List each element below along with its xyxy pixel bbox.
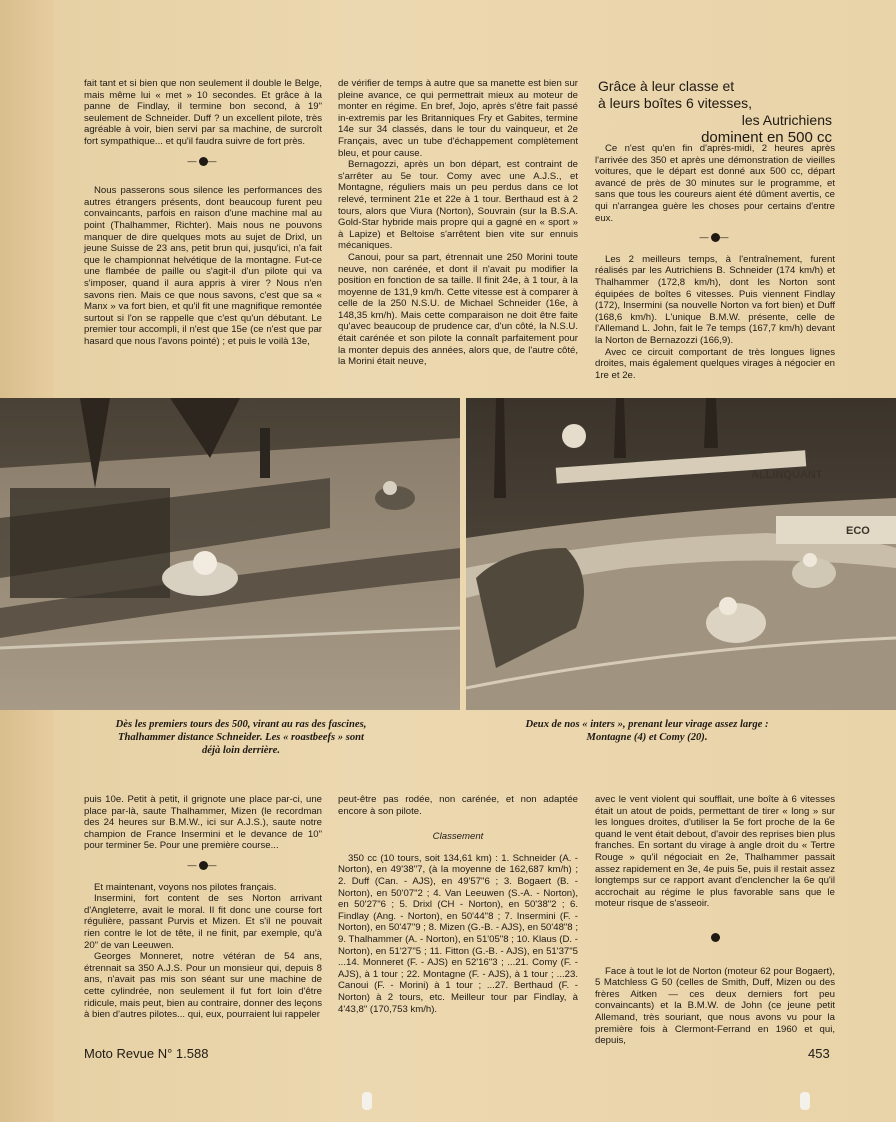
column-3-top <box>595 143 835 381</box>
paragraph: Bernagozzi, après un bon départ, est contraint de s'arrêter au 5e tour. Comy avec une A.J.S., et Montagne, réguliers mais un peu perdus dans ce lot relevé, terminent 21e et 22e à 1 tour. Berthaud est à 2 tours, alors que Viura (Norton), Souvrain (sur la B.S.A. Gold-Star hybride mais propre qui a gagné en « sport » à Lapize) et Beltoise s'arrêtent bien vite sur ennuis mécaniques. <box>338 159 578 252</box>
paragraph: Et maintenant, voyons nos pilotes français. <box>94 881 277 893</box>
heading-line: Grâce à leur classe et <box>598 78 735 94</box>
bullet-dot-icon <box>199 157 208 166</box>
column-3-bottom <box>595 794 835 1047</box>
paragraph: Les 2 meilleurs temps, à l'entraînement, furent réalisés par les Autrichiens B. Schneider (174 km/h) et Thalhammer (172,8 km/h), dont les Norton sont équipées de boîtes 6 vitesses. Puis viennent Findlay (172), Insermini (sa nouvelle Norton va fort bien) et Duff (168,6 km/h). L'unique B.M.W. présente, celle de l'Allemand L. John, fait le 7e temps (167,7 km/h) devant la Norton de Bernazozzi (166,9). <box>595 253 835 346</box>
section-separator: — — <box>187 155 219 166</box>
bullet-dot-icon <box>711 233 720 242</box>
tape-mark <box>362 1092 372 1110</box>
page-number: 453 <box>808 1046 830 1061</box>
paragraph: Canoui, pour sa part, étrennait une 250 Morini toute neuve, non carénée, et dont il n'avait pu modifier la position en fonction de sa taille. Il finit 24e, à 1 tour, à la moyenne de 131,9 km/h. Cette vitesse est à comparer à celle de la 250 N.S.U. de Michael Schneider (16e, à 148,35 km/h). Mais cette comparaison ne doit être faite qu'avec beaucoup de prudence car, d'un côté, la N.S.U. était carénée et son pilote la connaît parfaitement pour la monter depuis des années, alors que, de l'autre côté, la Morini était neuve, <box>338 251 578 368</box>
photo-right-image <box>466 398 896 710</box>
paragraph: Ce n'est qu'en fin d'après-midi, 2 heures après l'arrivée des 350 et après une démonstration de vieilles voitures, que le départ est donné aux 500 cc, départ avancé de près de 30 minutes sur le programme, et sans que tous les coureurs aient été dûment avertis, ce qui n'arrangea guère les choses pour certains d'entre eux. <box>595 143 835 224</box>
paragraph: Avec ce circuit comportant de très longues lignes droites, mais également quelques virages à négocier en 1re et 2e. <box>595 346 835 381</box>
bullet-dot-icon <box>199 861 208 870</box>
bullet-dot-icon <box>711 933 720 942</box>
heading-line: les Autrichiens <box>741 112 832 128</box>
paragraph: Face à tout le lot de Norton (moteur 62 pour Bogaert), 5 Matchless G 50 (celles de Smith, Duff, Mizen ou des frères Aitken — ces deux derniers fort peu convaincants) et la B.M.W. de John (ce jeune petit Allemand, très souriant, que nous avons vu pour la première fois à Clermont-Ferrand en 1960 et qui, depuis, <box>595 965 835 1047</box>
photo-caption-right: Deux de nos « inters », prenant leur virage assez large : Montagne (4) et Comy (20). <box>525 719 769 743</box>
photo-left-thalhammer <box>0 398 460 710</box>
paragraph: Insermini, fort content de ses Norton arrivant d'Angleterre, avait le moral. Il fit donc une course fort régulière, passant Purvis et Mizen. Et s'il ne pouvait rien contre le lot de tête, il ne finit, par exemple, qu'à 20" de van Leeuwen. <box>84 893 322 951</box>
section-separator <box>595 932 835 944</box>
photo-left-image <box>0 398 460 710</box>
photo-caption-left: Dès les premiers tours des 500, virant au ras des fascines, Thalhammer distance Schneider. Les « roastbeefs » sont déjà loin derrière. <box>115 719 367 756</box>
column-2-top <box>338 78 578 368</box>
column-1-bottom <box>84 794 322 1021</box>
section-heading <box>598 78 838 146</box>
classement-results: 350 cc (10 tours, soit 134,61 km) : 1. Schneider (A. - Norton), en 49'38"7, (à la moyenne de 162,687 km/h) ; 2. Duff (Can. - AJS), en 49'57"6 ; 3. Bogaert (B. - Norton), en 50'07"2 ; 4. Van Leeuwen (S.-A. - Norton), en 50'27"6 ; 5. Drixl (CH - Norton), en 50'38"2 ; 6. Findlay (Ang. - Norton), en 50'44"8 ; 7. Insermini (F. - Norton), en 50'47"9 ; 8. Mizen (G.-B. - AJS), en 50'48"8 ; 9. Thalhammer (A. - Norton), en 51'05"8 ; 10. Klaus (D. - Norton), en 51'27"5 ; 11. Fitton (G.-B. - AJS), en 51'37"5 ...14. Monneret (F. - AJS) en 52'16"3 ; ...21. Comy (F. - AJS), à 1 tour ; 22. Montagne (F. - AJS), à 1 tour ; ...23. Canoui (F. - Morini) à 1 tour ; ...27. Berthaud (F. - Norton) à 2 tours, etc. Meilleur tour par Findlay, à 4'43,8" (170,753 km/h). <box>338 852 578 1015</box>
section-separator: — — <box>187 859 219 870</box>
magazine-footer: Moto Revue N° 1.588 <box>84 1046 209 1061</box>
paragraph: puis 10e. Petit à petit, il grignote une place par-ci, une place par-là, saute Thalhammer, Mizen (le recordman des 24 heures sur B.M.W., ici sur A.J.S.), saute notre champion de France Insermini et le devance de 10" pour terminer 5e. Pour une première course... <box>84 794 322 852</box>
photo-sign-text: ECO <box>846 525 870 537</box>
paragraph: fait tant et si bien que non seulement il double le Belge, mais même lui « met » 10 secondes. Et grâce à la panne de Findlay, il termine bon second, à 19" seulement de Schneider. Duff ? un excellent pilote, très agréable à voir, bien servi par sa machine, de surcroît fort sympathique... et qu'il faudra suivre de fort près. <box>84 78 322 147</box>
column-1-top <box>84 78 322 347</box>
tape-mark <box>800 1092 810 1110</box>
paragraph: peut-être pas rodée, non carénée, et non adaptée encore à son pilote. <box>338 794 578 817</box>
paragraph: avec le vent violent qui soufflait, une boîte à 6 vitesses était un atout de poids, permettant de tirer « long » sur les longues droites, d'utiliser la 5e fort proche de la 6e quand le vent était debout, d'avoir des reprises bien plus franches. En sortant du virage à angle droit du « Tertre Rouge » qu'il négociait en 2e, Thalhammer passait assez rapidement en 3e, 4e puis 5e, puis il restait assez longtemps sur ce rapport avant d'enclencher la 6e qu'il accrochait au régime le plus favorable sans que le moteur risque de s'asseoir. <box>595 794 835 910</box>
paragraph: Georges Monneret, notre vétéran de 54 ans, étrennait sa 350 A.J.S. Pour un monsieur qui, depuis 8 ans, n'avait pas mis son séant sur une machine de cette cylindrée, non seulement il fut fort loin d'être ridicule, mais peut, bien au contraire, donner des leçons à bien d'autres pilotes... qui, eux, pourraient lui rappeler <box>84 951 322 1021</box>
paragraph: Nous passerons sous silence les performances des autres étrangers présents, dont beaucoup furent peu convaincants, parfois en raison d'une machine mal au point (Thalhammer, Richter). Mais nous ne pouvons manquer de dire quelques mots au sujet de Drixl, un jeune Suisse de 23 ans, petit brun qui, jusqu'ici, n'a fait que le championnat helvétique de la montagne. Fut-ce une flambée de paille ou s'agit-il d'un pilote qui va s'imposer, quand il aura appris à virer ? Nous n'en savons rien. Mais ce que nous savons, c'est que sa « Manx » va fort bien, et qu'il fit une magnifique remontée surtout si l'on se rappelle que c'est qu'un débutant. Le premier tour accompli, il n'est que 15e (ce n'est que par hasard que nous l'avons pointé) ; et puis le voilà 13e, <box>84 185 322 347</box>
heading-line: à leurs boîtes 6 vitesses, <box>598 95 753 111</box>
column-2-bottom <box>338 794 578 1015</box>
section-separator: — — <box>699 232 731 243</box>
photo-right-montagne-comy <box>466 398 896 710</box>
heading-line: dominent en 500 cc <box>701 129 832 146</box>
photo-banner-text: ALLINQUANT <box>751 469 823 481</box>
classement-title: Classement <box>432 831 484 843</box>
paragraph: de vérifier de temps à autre que sa manette est bien sur pleine avance, ce qui permettrait mieux au moteur de monter en régime. En bref, Jojo, après s'être fait passé in-extremis par les Britanniques Fry et Gabites, termine 14e sur 34 classés, dans le tour du vainqueur, et 2e Français, avec un tube d'échappement complètement bleu, et pour cause. <box>338 78 578 159</box>
